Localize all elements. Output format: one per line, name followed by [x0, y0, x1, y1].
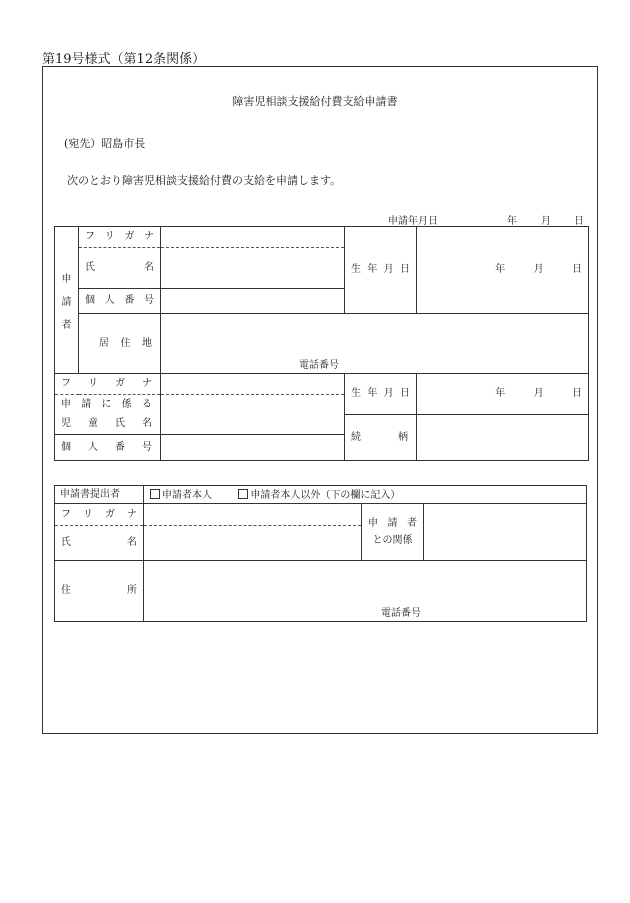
- applicant-group-label: 申 請 者: [55, 227, 79, 374]
- applicant-individual-number-label: 個 人 番 号: [79, 289, 161, 314]
- form-title: 障害児相談支援給付費支給申請書: [232, 95, 398, 108]
- submitter-options: [144, 486, 587, 504]
- application-date-month: 月: [541, 216, 551, 227]
- applicant-address-label: 居 住 地: [79, 314, 161, 374]
- applicant-individual-number-field[interactable]: [161, 289, 345, 314]
- child-furigana-label: フ リ ガ ナ: [55, 374, 161, 395]
- child-furigana-field[interactable]: [161, 374, 345, 395]
- submitter-phone-label: 電話番号: [381, 608, 421, 619]
- birth-month: 月: [533, 264, 544, 275]
- application-date-label: 申請年月日: [388, 216, 438, 227]
- intro-text: 次のとおり障害児相談支援給付費の支給を申請します。: [67, 174, 342, 187]
- application-date-day: 日: [574, 216, 584, 227]
- applicant-name-label: 氏 名: [79, 248, 161, 289]
- application-date-year: 年: [507, 216, 517, 227]
- applicant-birthdate-label: 生 年 月 日: [345, 227, 417, 314]
- form-number: 第19号様式（第12条関係）: [42, 52, 206, 67]
- applicant-furigana-label: フ リ ガ ナ: [79, 227, 161, 248]
- submitter-address-field[interactable]: [144, 561, 587, 622]
- child-individual-number-field[interactable]: [161, 435, 345, 461]
- relationship-label: 続 柄: [345, 415, 417, 461]
- submitter-self-checkbox[interactable]: 申請者本人: [150, 490, 212, 501]
- submitter-other-checkbox[interactable]: 申請者本人以外（下の欄に記入）: [238, 490, 400, 501]
- child-name-field[interactable]: [161, 395, 345, 435]
- submitter-table: [54, 485, 587, 622]
- child-birthdate-field[interactable]: [417, 374, 589, 415]
- child-birth-month: 月: [533, 388, 544, 399]
- submitter-label: 申請書提出者: [55, 486, 144, 504]
- submitter-furigana-field[interactable]: [144, 504, 362, 526]
- submitter-name-label: 氏 名: [55, 526, 144, 561]
- child-individual-number-label: 個 人 番 号: [55, 435, 161, 461]
- applicant-table: [54, 226, 589, 461]
- submitter-address-label: 住 所: [55, 561, 144, 622]
- child-birth-day: 日: [572, 388, 582, 399]
- applicant-phone-label: 電話番号: [299, 360, 339, 371]
- relationship-field[interactable]: [417, 415, 589, 461]
- submitter-name-field[interactable]: [144, 526, 362, 561]
- submitter-relation-field[interactable]: [424, 504, 587, 561]
- child-birth-year: 年: [495, 388, 506, 399]
- child-birthdate-label: 生 年 月 日: [345, 374, 417, 415]
- birth-day: 日: [572, 264, 582, 275]
- child-name-label: 申 請 に 係 る 児 童 氏 名: [55, 395, 161, 435]
- applicant-furigana-field[interactable]: [161, 227, 345, 248]
- applicant-name-field[interactable]: [161, 248, 345, 289]
- submitter-relation-label: 申 請 者 との関係: [362, 504, 424, 561]
- addressee: (宛先）昭島市長: [64, 137, 146, 150]
- applicant-birthdate-field[interactable]: [417, 227, 589, 314]
- applicant-address-field[interactable]: [161, 314, 589, 374]
- birth-year: 年: [495, 264, 506, 275]
- submitter-furigana-label: フ リ ガ ナ: [55, 504, 144, 526]
